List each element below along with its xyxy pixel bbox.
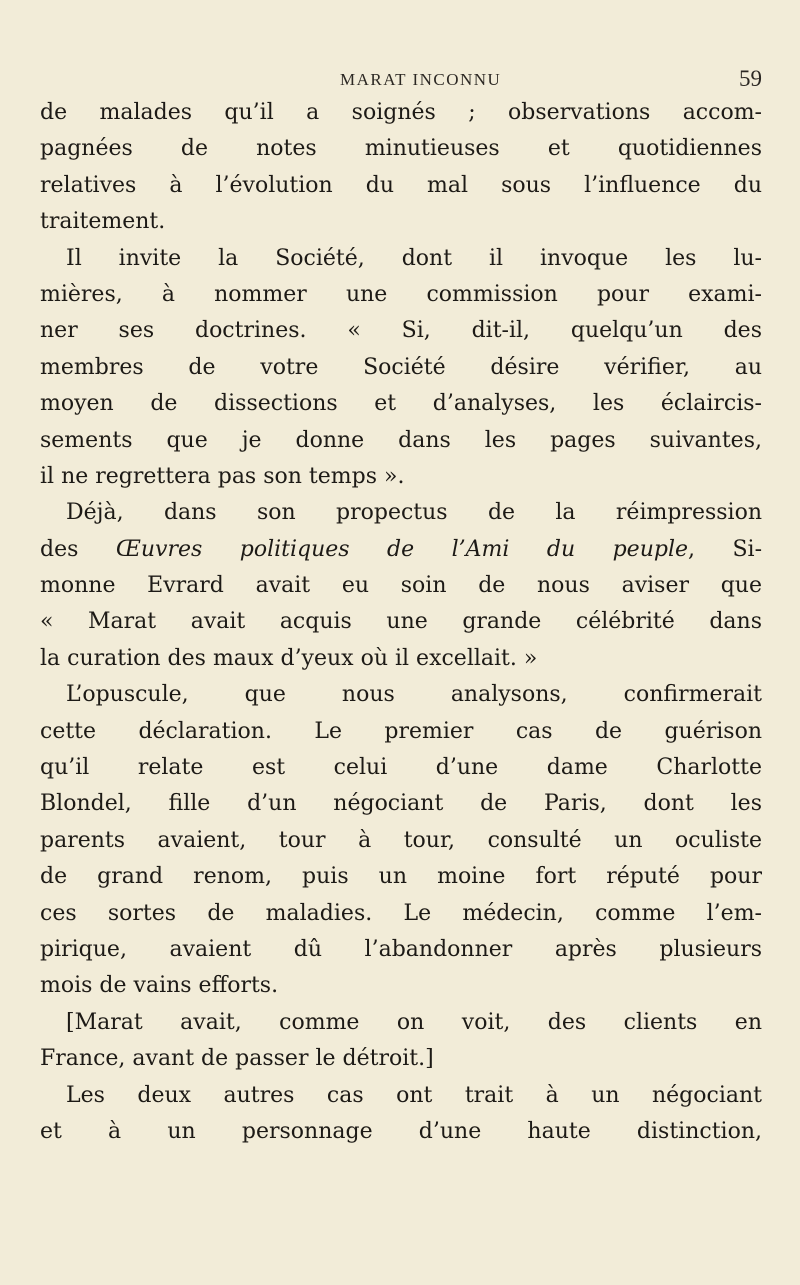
text-line: la curation des maux d’yeux où il excellait. » [40, 645, 538, 671]
text-line: « Marat avait acquis une grande célébrité dans [40, 609, 762, 635]
text-line: ner ses doctrines. « Si, dit-il, quelqu’un des [40, 318, 762, 344]
text-line: de grand renom, puis un moine fort réputé pour [40, 864, 762, 890]
text-line: traitement. [40, 209, 166, 235]
text-line: mières, à nommer une commission pour exami- [40, 281, 762, 307]
text-line: pirique, avaient dû l’abandonner après plusieurs [40, 936, 762, 962]
text-line: cette déclaration. Le premier cas de guérison [40, 718, 762, 744]
text-line: Les deux autres cas ont trait à un négociant [66, 1082, 762, 1108]
book-title-italic: Œuvres politiques de l’Ami du peuple [115, 536, 689, 562]
text-segment: des [40, 536, 116, 562]
text-line: [Marat avait, comme on voit, des clients en [66, 1009, 762, 1035]
text-line: parents avaient, tour à tour, consulté un oculiste [40, 827, 762, 853]
text-line: France, avant de passer le détroit.] [40, 1046, 434, 1072]
text-line-with-title [40, 532, 762, 568]
text-line: monne Evrard avait eu soin de nous aviser que [40, 573, 762, 599]
text-line: membres de votre Société désire vérifier, au [40, 354, 762, 380]
text-line: sements que je donne dans les pages suivantes, [40, 427, 762, 453]
text-line: ces sortes de maladies. Le médecin, comme l’em- [40, 900, 762, 926]
text-segment: , Si- [688, 536, 762, 562]
body-text [40, 95, 762, 1150]
text-line: qu’il relate est celui d’une dame Charlotte [40, 755, 762, 781]
running-header [40, 66, 762, 96]
text-line: et à un personnage d’une haute distinction, [40, 1118, 762, 1144]
text-line: Déjà, dans son propectus de la réimpression [66, 500, 762, 526]
text-line: L’opuscule, que nous analysons, confirmerait [66, 682, 762, 708]
text-line: moyen de dissections et d’analyses, les éclaircis- [40, 391, 762, 417]
text-line: mois de vains efforts. [40, 973, 279, 999]
text-line: il ne regrettera pas son temps ». [40, 463, 405, 489]
text-line: Il invite la Société, dont il invoque les lu- [66, 245, 762, 271]
text-line: pagnées de notes minutieuses et quotidiennes [40, 136, 762, 162]
running-title: MARAT INCONNU [340, 70, 502, 89]
page-number: 59 [739, 66, 762, 91]
text-line: de malades qu’il a soignés ; observations accom- [40, 100, 762, 125]
text-line: relatives à l’évolution du mal sous l’influence du [40, 172, 762, 198]
text-line: Blondel, fille d’un négociant de Paris, dont les [40, 791, 762, 817]
